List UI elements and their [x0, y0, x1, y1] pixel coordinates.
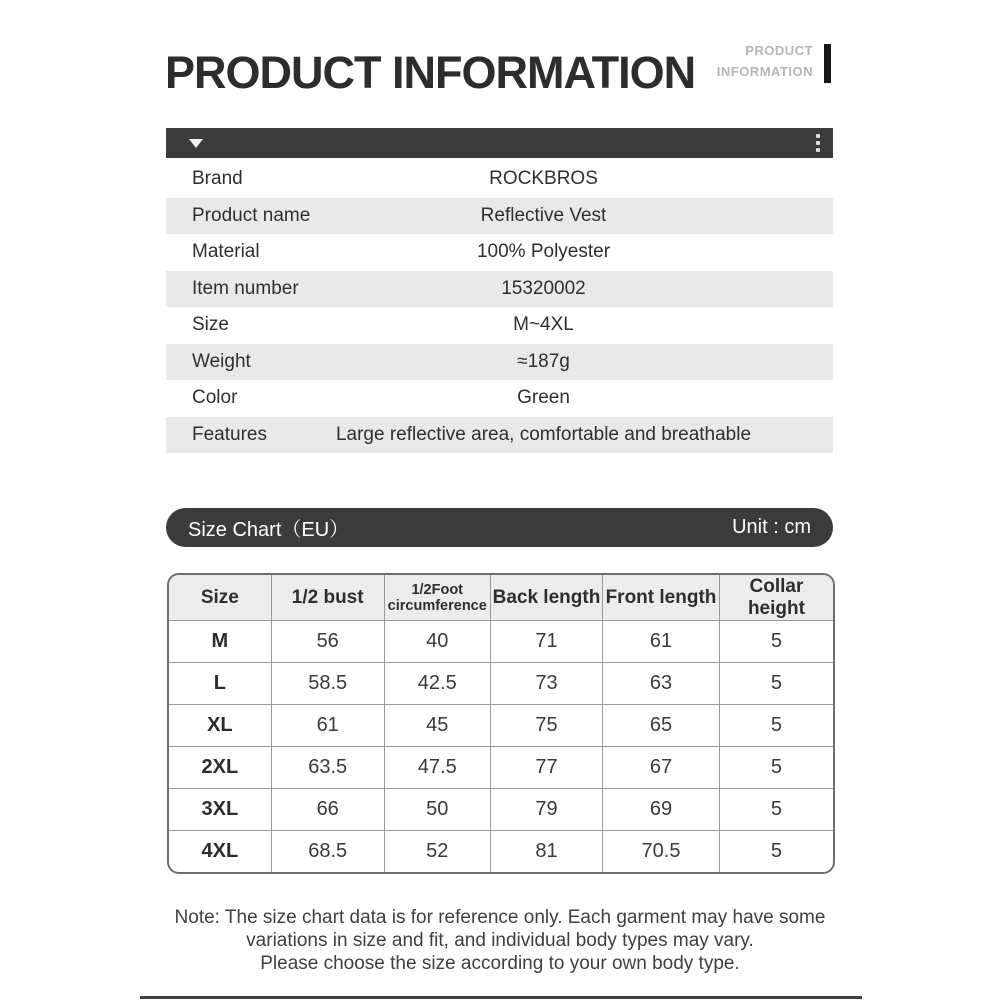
size-table-cell: 77	[490, 747, 602, 789]
size-table-cell: 61	[271, 705, 384, 747]
size-table-cell: 5	[719, 747, 833, 789]
attr-label: Features	[192, 423, 267, 445]
attr-label: Item number	[192, 277, 299, 299]
size-table-header-cell: Back length	[490, 575, 602, 621]
size-chart-table	[169, 575, 833, 872]
size-table-cell: 65	[603, 705, 720, 747]
attr-row	[166, 380, 833, 417]
attr-value: 100% Polyester	[476, 241, 611, 263]
size-table-cell: 42.5	[384, 663, 490, 705]
size-table-header-cell: 1/2 bust	[271, 575, 384, 621]
size-table-size-cell: 3XL	[169, 789, 271, 831]
attr-row	[166, 161, 833, 198]
size-table-cell: 67	[603, 747, 720, 789]
page-title: PRODUCT INFORMATION	[165, 47, 696, 98]
attr-value: Large reflective area, comfortable and breathable	[335, 423, 752, 445]
size-table-cell: 45	[384, 705, 490, 747]
attr-row	[166, 417, 833, 454]
size-table-cell: 81	[490, 831, 602, 873]
size-table-row	[169, 663, 833, 705]
size-table-cell: 5	[719, 705, 833, 747]
attr-row	[166, 307, 833, 344]
size-table-cell: 58.5	[271, 663, 384, 705]
attr-value: M~4XL	[513, 314, 574, 336]
size-table-cell: 50	[384, 789, 490, 831]
size-table-cell: 79	[490, 789, 602, 831]
size-table-cell: 5	[719, 663, 833, 705]
size-table-header-cell: 1/2Foot circumference	[384, 575, 490, 621]
size-table-header-cell: Front length	[603, 575, 720, 621]
kebab-menu-icon	[816, 134, 820, 152]
attr-value: Reflective Vest	[480, 204, 607, 226]
size-table-size-cell: 2XL	[169, 747, 271, 789]
size-table-cell: 73	[490, 663, 602, 705]
size-table-cell: 63	[603, 663, 720, 705]
size-table-cell: 52	[384, 831, 490, 873]
watermark-line1: PRODUCT	[745, 43, 813, 58]
attr-value: 15320002	[501, 277, 586, 299]
attr-row	[166, 198, 833, 235]
size-table-cell: 66	[271, 789, 384, 831]
size-table-row	[169, 789, 833, 831]
size-table-cell: 63.5	[271, 747, 384, 789]
size-table-cell: 61	[603, 621, 720, 663]
attr-label: Color	[192, 387, 238, 409]
attr-label: Weight	[192, 350, 251, 372]
size-table-cell: 40	[384, 621, 490, 663]
size-table-row	[169, 621, 833, 663]
size-table-size-cell: XL	[169, 705, 271, 747]
product-attributes-list	[166, 161, 833, 453]
size-table-cell: 69	[603, 789, 720, 831]
size-table-cell: 5	[719, 789, 833, 831]
note-line1: Note: The size chart data is for reference only. Each garment may have some	[174, 907, 826, 928]
size-chart-header-bar	[166, 508, 833, 547]
note-line3: Please choose the size according to your own body type.	[260, 953, 740, 974]
size-table-cell: 56	[271, 621, 384, 663]
watermark-line2: INFORMATION	[716, 64, 813, 79]
size-table-row	[169, 831, 833, 873]
size-table-cell: 5	[719, 831, 833, 873]
unit-label: Unit : cm	[732, 516, 811, 538]
attr-row	[166, 234, 833, 271]
attr-row	[166, 271, 833, 308]
size-table-size-cell: 4XL	[169, 831, 271, 873]
product-info-header-bar	[166, 128, 833, 158]
size-table-cell: 47.5	[384, 747, 490, 789]
size-table-cell: 71	[490, 621, 602, 663]
size-table-header-cell: Collar height	[719, 575, 833, 621]
attr-value: ROCKBROS	[489, 168, 598, 190]
decorative-vertical-bar	[824, 44, 831, 83]
size-table-size-cell: L	[169, 663, 271, 705]
bottom-divider	[140, 996, 862, 999]
size-table-cell: 70.5	[603, 831, 720, 873]
attr-value: Green	[517, 387, 570, 409]
size-table-size-cell: M	[169, 621, 271, 663]
size-table-cell: 75	[490, 705, 602, 747]
size-table-row	[169, 705, 833, 747]
size-table-cell: 68.5	[271, 831, 384, 873]
attr-row	[166, 344, 833, 381]
attr-label: Material	[192, 241, 260, 263]
size-table-header-cell: Size	[169, 575, 271, 621]
size-table-row	[169, 747, 833, 789]
size-table-cell: 5	[719, 621, 833, 663]
note-line2: variations in size and fit, and individual body types may vary.	[246, 930, 754, 951]
attr-label: Product name	[192, 204, 311, 226]
attr-value: ≈187g	[517, 350, 570, 372]
attr-label: Size	[192, 314, 229, 336]
size-chart-table-container	[167, 573, 835, 874]
attr-label: Brand	[192, 168, 243, 190]
note-text	[0, 906, 1000, 975]
watermark-text	[717, 40, 813, 82]
size-chart-title: Size Chart（EU）	[188, 519, 350, 541]
caret-down-icon	[189, 139, 203, 148]
